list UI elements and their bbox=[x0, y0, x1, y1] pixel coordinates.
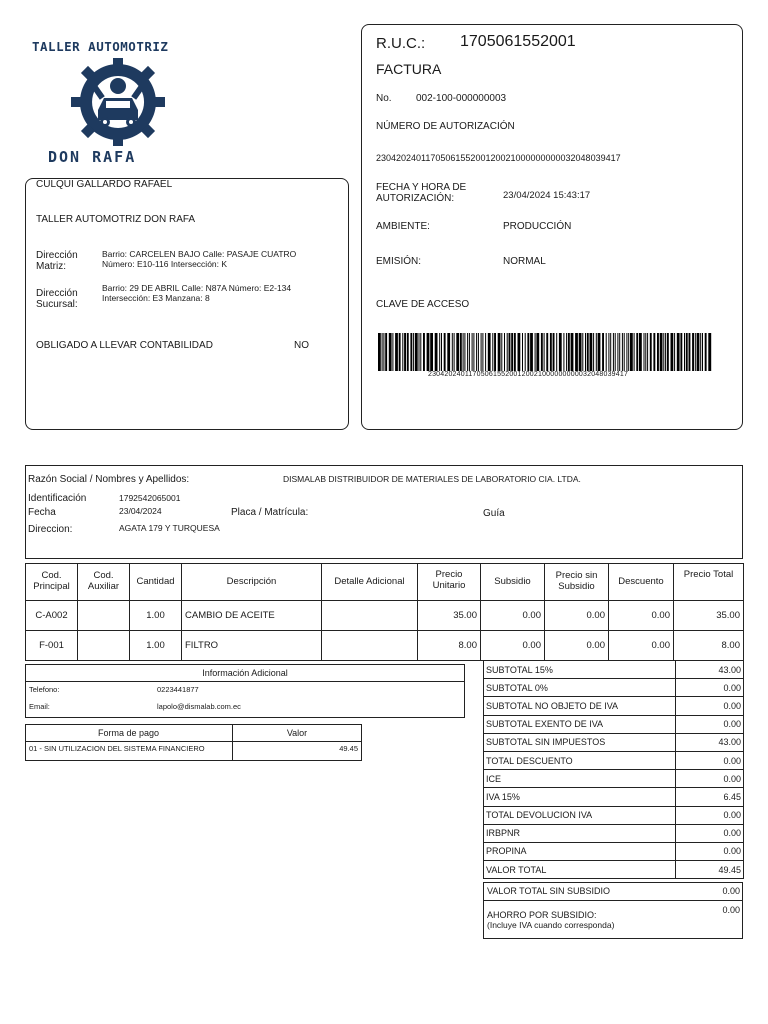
barcode-bar bbox=[619, 333, 620, 371]
branch-address-label-1: Dirección bbox=[36, 288, 78, 299]
totals-value: 0.00 bbox=[676, 751, 744, 769]
authorization-label: NÚMERO DE AUTORIZACIÓN bbox=[376, 121, 515, 132]
barcode-bar bbox=[705, 333, 707, 371]
barcode-bar bbox=[544, 333, 545, 371]
accounting-value: NO bbox=[294, 340, 309, 351]
totals-label: VALOR TOTAL bbox=[484, 861, 676, 879]
plate-label: Placa / Matrícula: bbox=[231, 507, 309, 518]
totals-row bbox=[484, 770, 744, 788]
barcode-bar bbox=[476, 333, 477, 371]
totals-label: ICE bbox=[484, 770, 676, 788]
issuer-name: CULQUI GALLARDO RAFAEL bbox=[36, 179, 173, 190]
payment-header-line bbox=[25, 741, 362, 742]
row-quantity: 1.00 bbox=[130, 631, 182, 661]
barcode-bar bbox=[435, 333, 438, 371]
barcode-bar bbox=[441, 333, 442, 371]
phone-value: 0223441877 bbox=[157, 685, 199, 694]
totals-row bbox=[484, 679, 744, 697]
customer-id-value: 1792542065001 bbox=[119, 493, 181, 503]
table-row bbox=[26, 601, 744, 631]
gear-car-icon bbox=[53, 54, 183, 150]
totals-value: 0.00 bbox=[676, 824, 744, 842]
barcode-bar bbox=[427, 333, 430, 371]
additional-info-title: Información Adicional bbox=[202, 668, 288, 678]
barcode-bar bbox=[382, 333, 383, 371]
row-detail bbox=[322, 631, 418, 661]
barcode-bar bbox=[482, 333, 483, 371]
barcode-bar bbox=[628, 333, 629, 371]
totals-value: 49.45 bbox=[676, 861, 744, 879]
totals-label: IVA 15% bbox=[484, 788, 676, 806]
subsidy-savings-label-2: (Incluye IVA cuando corresponda) bbox=[487, 920, 615, 930]
totals-row bbox=[484, 733, 744, 751]
barcode-bar bbox=[630, 333, 633, 371]
barcode-bar bbox=[522, 333, 523, 371]
barcode-bar bbox=[610, 333, 611, 371]
barcode-bar bbox=[559, 333, 562, 371]
barcode-bar bbox=[395, 333, 398, 371]
barcode-bar bbox=[402, 333, 403, 371]
customer-address-value: AGATA 179 Y TURQUESA bbox=[119, 523, 220, 533]
barcode-bar bbox=[413, 333, 414, 371]
totals-label: SUBTOTAL NO OBJETO DE IVA bbox=[484, 697, 676, 715]
phone-label: Telefono: bbox=[29, 685, 60, 694]
table-row bbox=[26, 631, 744, 661]
customer-address-label: Direccion: bbox=[28, 524, 73, 535]
barcode-bar bbox=[615, 333, 616, 371]
barcode-bar bbox=[518, 333, 521, 371]
barcode-bar bbox=[657, 333, 659, 371]
barcode-bar bbox=[639, 333, 642, 371]
barcode-bar bbox=[541, 333, 543, 371]
col-price-no-subsidy: Precio sin Subsidio bbox=[545, 564, 609, 601]
barcode-bar bbox=[596, 333, 597, 371]
totals-value: 0.00 bbox=[676, 842, 744, 860]
barcode-bar bbox=[378, 333, 381, 371]
totals-value: 0.00 bbox=[676, 715, 744, 733]
totals-value: 0.00 bbox=[676, 679, 744, 697]
row-discount: 0.00 bbox=[609, 601, 674, 631]
branch-address-line-2: Intersección: E3 Manzana: 8 bbox=[102, 293, 210, 303]
branch-address-label-2: Sucursal: bbox=[36, 299, 78, 310]
barcode-bar bbox=[606, 333, 607, 371]
totals-label: TOTAL DEVOLUCION IVA bbox=[484, 806, 676, 824]
barcode-bar bbox=[647, 333, 648, 371]
barcode-bar bbox=[464, 333, 465, 371]
issuer-trade-name: TALLER AUTOMOTRIZ DON RAFA bbox=[36, 214, 196, 225]
barcode-bar bbox=[525, 333, 526, 371]
totals-row bbox=[484, 661, 744, 679]
barcode-bar bbox=[598, 333, 601, 371]
barcode-bar bbox=[566, 333, 567, 371]
barcode-bar bbox=[568, 333, 570, 371]
barcode-bar bbox=[636, 333, 638, 371]
totals-value: 43.00 bbox=[676, 661, 744, 679]
barcode-bar bbox=[634, 333, 635, 371]
totals-label: PROPINA bbox=[484, 842, 676, 860]
barcode-bar bbox=[485, 333, 486, 371]
barcode-bar bbox=[447, 333, 450, 371]
additional-info-header-line bbox=[25, 681, 465, 682]
barcode-bar bbox=[509, 333, 511, 371]
row-price-no-subsidy: 0.00 bbox=[545, 631, 609, 661]
totals-label: SUBTOTAL SIN IMPUESTOS bbox=[484, 733, 676, 751]
totals-value: 0.00 bbox=[676, 697, 744, 715]
row-code: C-A002 bbox=[26, 601, 78, 631]
barcode-bar bbox=[383, 333, 384, 371]
barcode-bar bbox=[481, 333, 482, 371]
barcode-bar bbox=[553, 333, 555, 371]
barcode-bar bbox=[626, 333, 627, 371]
barcode-bar bbox=[575, 333, 578, 371]
barcode-bar bbox=[617, 333, 618, 371]
barcode-bar bbox=[602, 333, 604, 371]
row-code: F-001 bbox=[26, 631, 78, 661]
barcode-bar bbox=[415, 333, 418, 371]
col-quantity: Cantidad bbox=[130, 564, 182, 601]
barcode-bar bbox=[454, 333, 455, 371]
barcode-bar bbox=[563, 333, 564, 371]
barcode-bar bbox=[504, 333, 505, 371]
matrix-address-line-2: Número: E10-116 Intersección: K bbox=[102, 259, 228, 269]
emission-value: NORMAL bbox=[503, 256, 546, 267]
email-value: lapolo@dismalab.com.ec bbox=[157, 702, 241, 711]
barcode-bar bbox=[608, 333, 609, 371]
payment-method: 01 - SIN UTILIZACION DEL SISTEMA FINANCIERO bbox=[29, 744, 205, 753]
barcode-bar bbox=[463, 333, 464, 371]
company-logo bbox=[28, 36, 188, 171]
branch-address-line-1: Barrio: 29 DE ABRIL Calle: N87A Número: E2-134 bbox=[102, 283, 292, 293]
barcode-bar bbox=[460, 333, 462, 371]
matrix-address-label-1: Dirección bbox=[36, 250, 78, 261]
totals-row bbox=[484, 842, 744, 860]
row-description: CAMBIO DE ACEITE bbox=[182, 601, 322, 631]
row-total: 8.00 bbox=[674, 631, 744, 661]
accounting-label: OBLIGADO A LLEVAR CONTABILIDAD bbox=[36, 340, 213, 351]
customer-id-label: Identificación bbox=[28, 493, 87, 504]
guide-label: Guía bbox=[483, 508, 505, 519]
row-unit-price: 35.00 bbox=[418, 601, 481, 631]
barcode-bar bbox=[469, 333, 470, 371]
payment-method-header: Forma de pago bbox=[97, 728, 160, 738]
barcode-bar bbox=[663, 333, 664, 371]
authorization-value: 2304202401170506155200120021000000000032048039417 bbox=[376, 153, 621, 163]
col-unit-price: Precio Unitario bbox=[418, 564, 481, 601]
totals-label: IRBPNR bbox=[484, 824, 676, 842]
totals-row bbox=[484, 861, 744, 879]
barcode-bar bbox=[439, 333, 440, 371]
barcode-bar bbox=[613, 333, 614, 371]
row-discount: 0.00 bbox=[609, 631, 674, 661]
barcode-bar bbox=[556, 333, 557, 371]
barcode-bar bbox=[488, 333, 491, 371]
barcode-bar bbox=[430, 333, 433, 371]
totals-row bbox=[484, 715, 744, 733]
totals-row bbox=[484, 806, 744, 824]
customer-name-value: DISMALAB DISTRIBUIDOR DE MATERIALES DE LABORATORIO CIA. LTDA. bbox=[283, 474, 581, 484]
auth-date-label-1: FECHA Y HORA DE bbox=[376, 182, 467, 193]
barcode-bar bbox=[546, 333, 548, 371]
barcode-bar bbox=[392, 333, 393, 371]
email-label: Email: bbox=[29, 702, 50, 711]
auth-date-label-2: AUTORIZACIÓN: bbox=[376, 193, 455, 204]
items-header-row bbox=[26, 564, 744, 601]
totals-value: 6.45 bbox=[676, 788, 744, 806]
totals-value: 43.00 bbox=[676, 733, 744, 751]
barcode-bar bbox=[671, 333, 674, 371]
barcode-bar bbox=[585, 333, 586, 371]
barcode-bar bbox=[494, 333, 496, 371]
environment-value: PRODUCCIÓN bbox=[503, 221, 572, 232]
barcode-bar bbox=[697, 333, 700, 371]
barcode-bar bbox=[419, 333, 420, 371]
barcode-bar bbox=[579, 333, 582, 371]
barcode-bar bbox=[456, 333, 459, 371]
invoice-number-value: 002-100-000000003 bbox=[416, 93, 507, 104]
barcode-bar bbox=[593, 333, 594, 371]
row-price-no-subsidy: 0.00 bbox=[545, 601, 609, 631]
barcode-bar bbox=[527, 333, 529, 371]
row-description: FILTRO bbox=[182, 631, 322, 661]
barcode-bar bbox=[582, 333, 583, 371]
totals-label: SUBTOTAL EXENTO DE IVA bbox=[484, 715, 676, 733]
barcode-bar bbox=[665, 333, 666, 371]
col-discount: Descuento bbox=[609, 564, 674, 601]
items-table bbox=[25, 563, 744, 661]
barcode-bar bbox=[507, 333, 508, 371]
barcode-bar bbox=[624, 333, 625, 371]
totals-row bbox=[484, 824, 744, 842]
col-detail: Detalle Adicional bbox=[322, 564, 418, 601]
auth-date-value: 23/04/2024 15:43:17 bbox=[503, 190, 591, 201]
barcode-bar bbox=[650, 333, 652, 371]
matrix-address-line-1: Barrio: CARCELEN BAJO Calle: PASAJE CUATRO bbox=[102, 249, 297, 259]
barcode-bar bbox=[702, 333, 703, 371]
barcode-bar bbox=[385, 333, 387, 371]
barcode-bar bbox=[420, 333, 421, 371]
access-key-label: CLAVE DE ACCESO bbox=[376, 299, 470, 310]
row-aux-code bbox=[78, 631, 130, 661]
totals-row bbox=[484, 788, 744, 806]
barcode-bar bbox=[536, 333, 539, 371]
barcode-bar bbox=[407, 333, 409, 371]
barcode-bar bbox=[667, 333, 669, 371]
totals-value: 0.00 bbox=[676, 806, 744, 824]
totals-table bbox=[483, 660, 744, 879]
row-quantity: 1.00 bbox=[130, 601, 182, 631]
barcode-bar bbox=[444, 333, 446, 371]
barcode-bar bbox=[511, 333, 513, 371]
barcode-text: 2304202401170506155200120021000000000032048039417 bbox=[428, 371, 629, 378]
barcode-bar bbox=[530, 333, 533, 371]
environment-label: AMBIENTE: bbox=[376, 221, 430, 232]
barcode-bar bbox=[404, 333, 406, 371]
row-total: 35.00 bbox=[674, 601, 744, 631]
barcode-bar bbox=[571, 333, 574, 371]
barcode-bar bbox=[498, 333, 501, 371]
invoice-number-label: No. bbox=[376, 93, 392, 104]
barcode-bar bbox=[645, 333, 646, 371]
barcode-bar bbox=[478, 333, 479, 371]
payment-value: 49.45 bbox=[339, 744, 358, 753]
barcode-bar bbox=[410, 333, 412, 371]
barcode-bar bbox=[423, 333, 425, 371]
col-code-aux: Cod. Auxiliar bbox=[78, 564, 130, 601]
totals-value: 0.00 bbox=[676, 770, 744, 788]
barcode-bar bbox=[680, 333, 682, 371]
totals-row bbox=[484, 697, 744, 715]
subsidy-total-value: 0.00 bbox=[722, 886, 740, 896]
row-subsidy: 0.00 bbox=[481, 601, 545, 631]
barcode-bar bbox=[587, 333, 589, 371]
barcode-bar bbox=[686, 333, 688, 371]
subsidy-divider bbox=[483, 900, 743, 901]
barcode-bar bbox=[689, 333, 691, 371]
barcode-bar bbox=[550, 333, 552, 371]
row-unit-price: 8.00 bbox=[418, 631, 481, 661]
row-detail bbox=[322, 601, 418, 631]
barcode-bar bbox=[467, 333, 468, 371]
barcode-bar bbox=[501, 333, 502, 371]
barcode-bar bbox=[472, 333, 473, 371]
col-description: Descripción bbox=[182, 564, 322, 601]
barcode-bar bbox=[452, 333, 453, 371]
barcode-bar bbox=[492, 333, 493, 371]
subsidy-savings-value: 0.00 bbox=[722, 905, 740, 915]
barcode-bar bbox=[590, 333, 593, 371]
barcode-bar bbox=[622, 333, 623, 371]
col-code-main: Cod. Principal bbox=[26, 564, 78, 601]
barcode bbox=[378, 333, 712, 371]
barcode-bar bbox=[653, 333, 655, 371]
customer-date-value: 23/04/2024 bbox=[119, 506, 162, 516]
barcode-bar bbox=[677, 333, 680, 371]
barcode-bar bbox=[389, 333, 392, 371]
logo-title: TALLER AUTOMOTRIZ bbox=[32, 39, 169, 54]
row-subsidy: 0.00 bbox=[481, 631, 545, 661]
barcode-bar bbox=[708, 333, 711, 371]
matrix-address-label-2: Matriz: bbox=[36, 261, 66, 272]
totals-label: TOTAL DESCUENTO bbox=[484, 751, 676, 769]
col-subsidy: Subsidio bbox=[481, 564, 545, 601]
ruc-value: 1705061552001 bbox=[460, 33, 576, 50]
totals-row bbox=[484, 751, 744, 769]
barcode-bar bbox=[514, 333, 516, 371]
payment-value-header: Valor bbox=[286, 728, 308, 738]
subsidy-total-label: VALOR TOTAL SIN SUBSIDIO bbox=[487, 886, 611, 896]
customer-date-label: Fecha bbox=[28, 507, 56, 518]
barcode-bar bbox=[473, 333, 474, 371]
ruc-label: R.U.C.: bbox=[376, 35, 426, 52]
barcode-bar bbox=[535, 333, 536, 371]
barcode-bar bbox=[692, 333, 694, 371]
totals-label: SUBTOTAL 15% bbox=[484, 661, 676, 679]
col-total: Precio Total bbox=[674, 564, 744, 601]
emission-label: EMISIÓN: bbox=[376, 256, 422, 267]
barcode-bar bbox=[700, 333, 701, 371]
barcode-bar bbox=[399, 333, 401, 371]
barcode-bar bbox=[684, 333, 685, 371]
totals-label: SUBTOTAL 0% bbox=[484, 679, 676, 697]
logo-subtitle: DON RAFA bbox=[48, 148, 137, 166]
subsidy-savings-label-1: AHORRO POR SUBSIDIO: bbox=[487, 910, 597, 920]
barcode-bar bbox=[660, 333, 663, 371]
customer-name-label: Razón Social / Nombres y Apellidos: bbox=[28, 474, 190, 485]
barcode-bar bbox=[644, 333, 645, 371]
barcode-bar bbox=[695, 333, 696, 371]
row-aux-code bbox=[78, 601, 130, 631]
barcode-bar bbox=[674, 333, 675, 371]
document-type: FACTURA bbox=[376, 61, 442, 77]
